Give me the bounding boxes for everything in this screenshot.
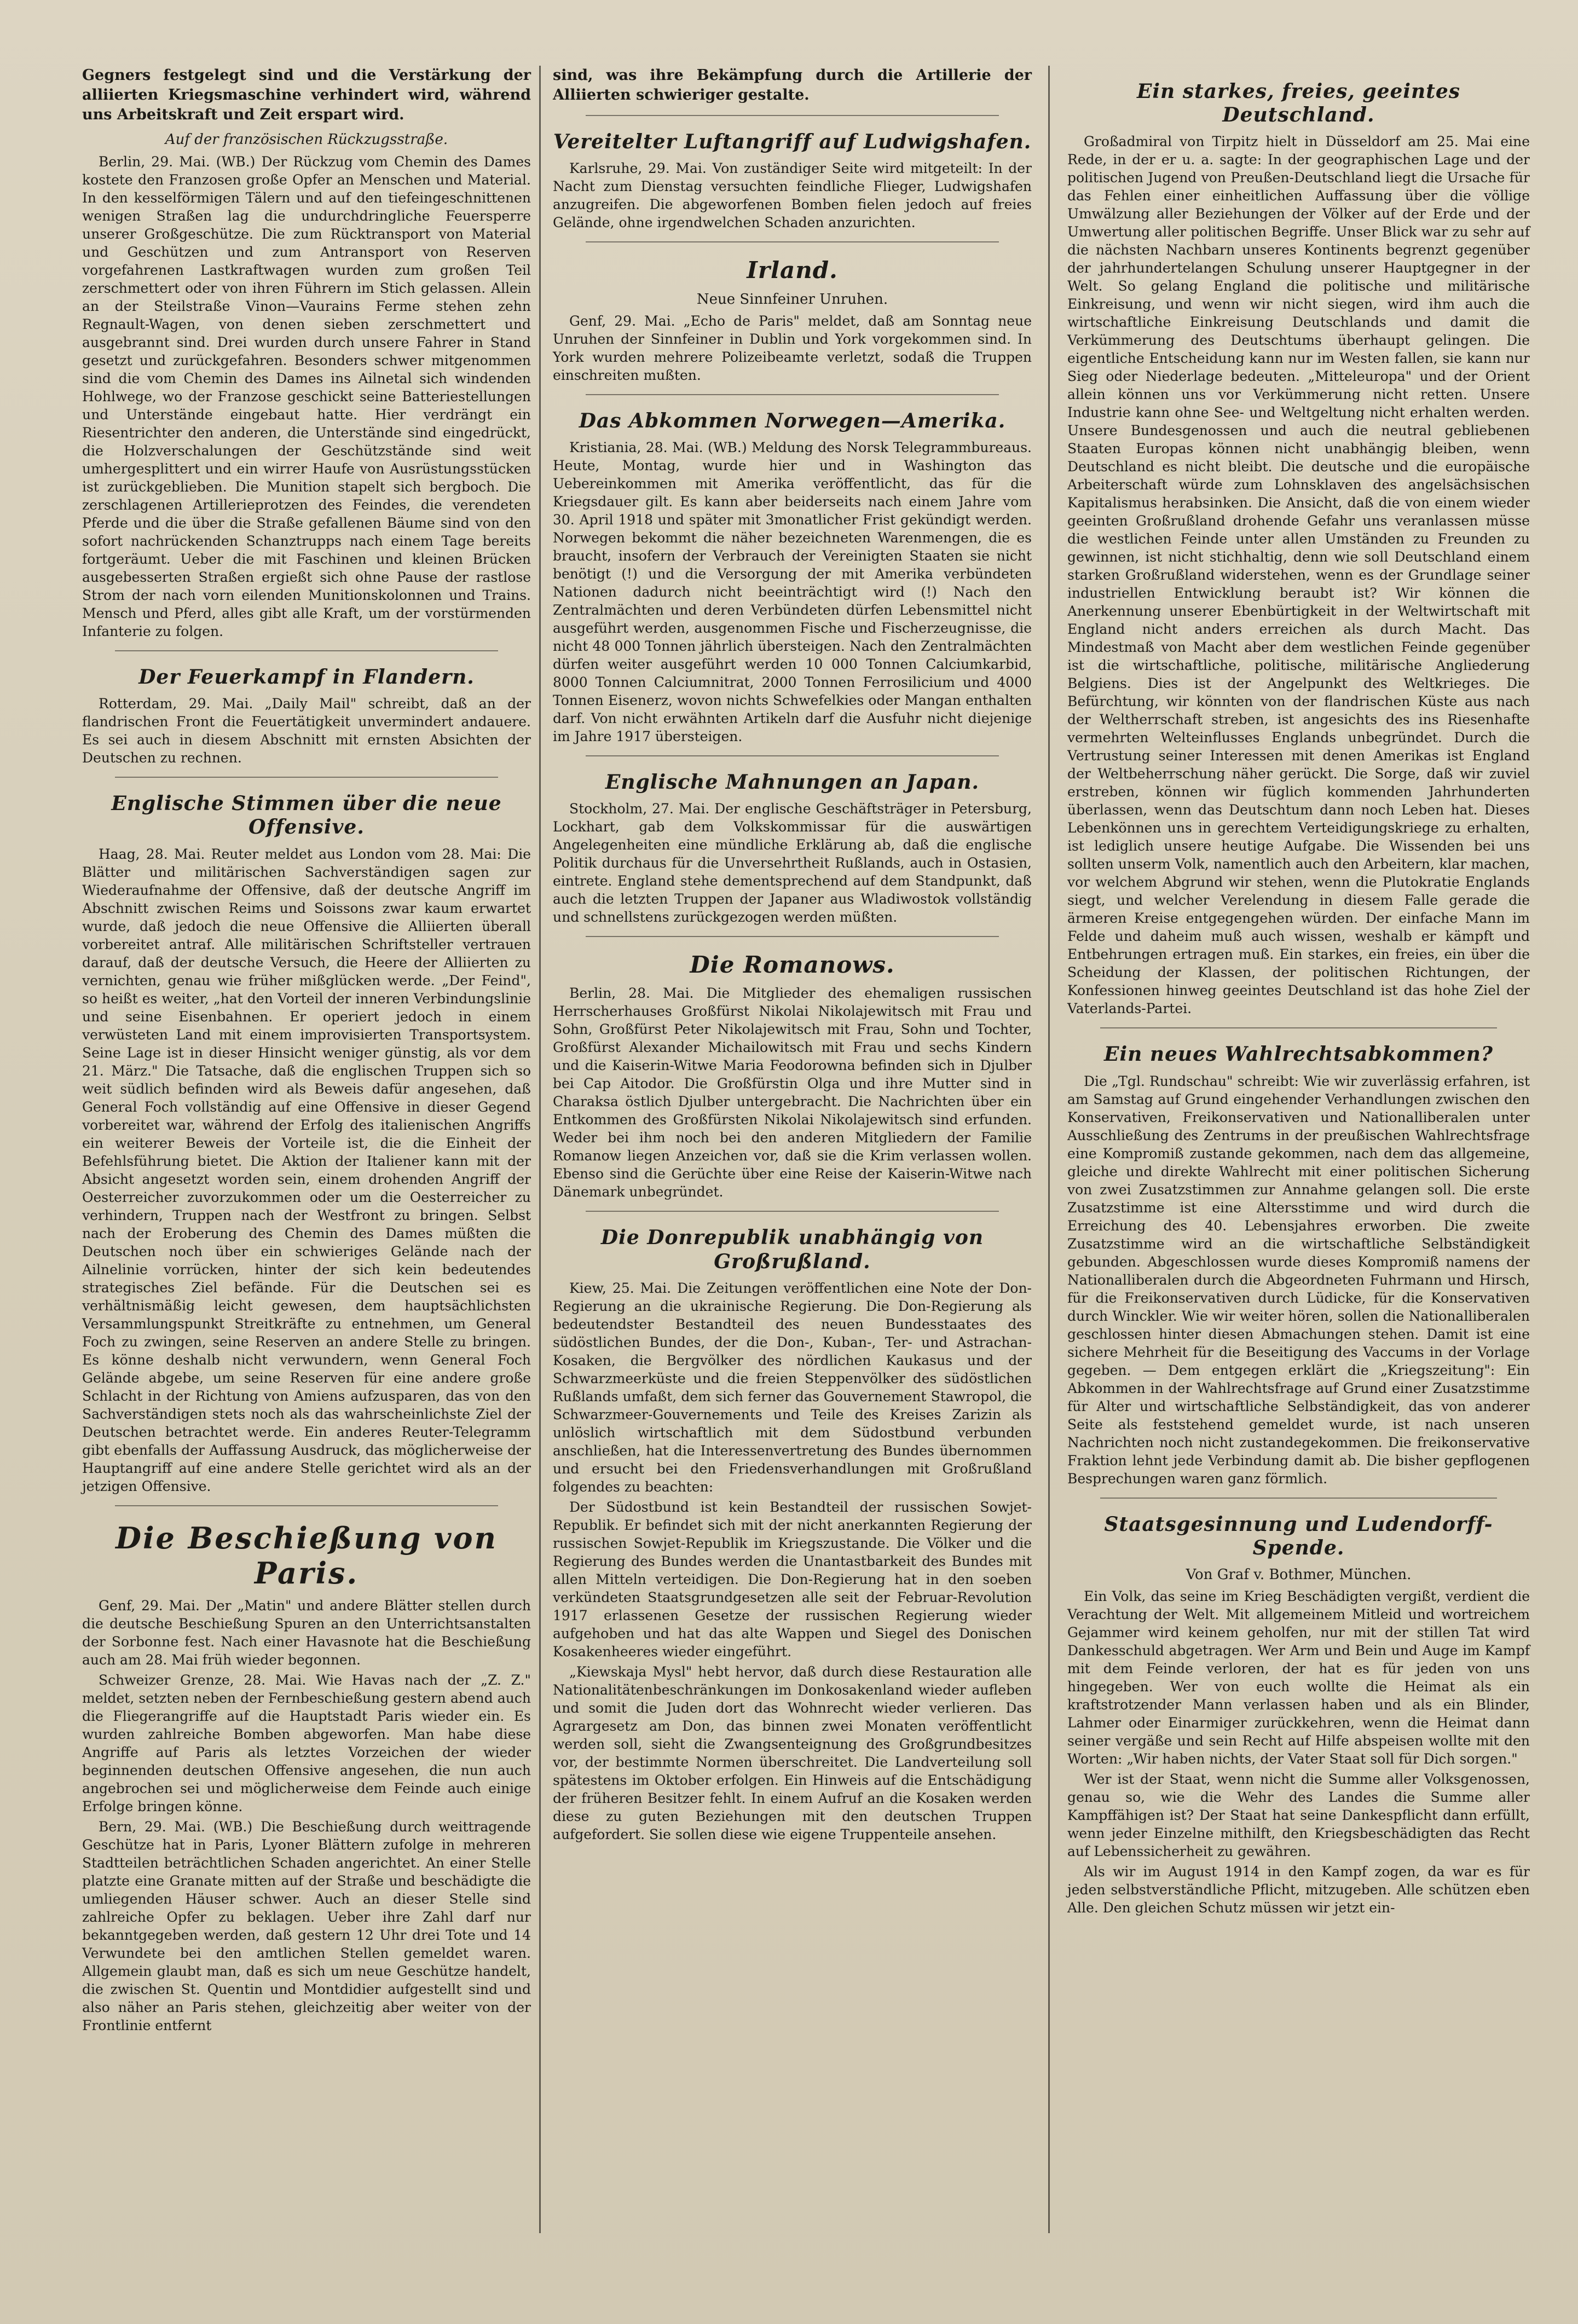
column-middle (553, 66, 1032, 1846)
divider (1100, 1498, 1497, 1499)
article-body: Berlin, 29. Mai. (WB.) Der Rückzug vom Chemin des Dames kostete den Franzosen große Opfer an Menschen und Material. In den kesselförmigen Tälern und auf den tiefeingeschnittenen wenigen Straßen lag die undurchdringliche Feuersperre unserer Großgeschütze. Die zum Rücktransport von Material und Geschützen und zum Antransport von Reserven vorgefahrenen Lastkraftwagen wurden zum großen Teil zerschmettert oder von ihren Führern im Stich gelassen. Allein an der Steilstraße Vinon—Vaurains Ferme stehen zehn Regnault-Wagen, von denen sieben zerschmettert und ausgebrannt sind. Drei wurden durch unsere Fahrer in Stand gesetzt und zurückgefahren. Besonders schwer mitgenommen sind die vom Chemin des Dames ins Ailnetal sich windenden Hohlwege, wo der Franzose geschickt seine Batteriestellungen und Unterstände eingebaut hatte. Hier verdrängt ein Riesentrichter den anderen, die Unterstände sind eingedrückt, die Holzverschalungen der Geschützstände sind weit umhergesplittert und ein wirrer Haufe von Ausrüstungsstücken ist zurückgeblieben. Die Munition stapelt sich bergboch. Die zerschlagenen Artillerieprotzen des Feindes, die verendeten Pferde und die über die Straße gefallenen Bäume sind von den sofort nachrückenden Schanztrupps nach einem Tage bereits fortgeräumt. Ueber die mit Faschinen und kleinen Brücken ausgebesserten Straßen ergießt sich ohne Pause der rastlose Strom der nach vorn eilenden Munitionskolonnen und Trains. Mensch und Pferd, alles gibt alle Kraft, um der vorstürmenden Infanterie zu folgen. (82, 154, 531, 639)
article-body: Die „Tgl. Rundschau" schreibt: Wie wir zuverlässig erfahren, ist am Samstag auf Grund eingehender Verhandlungen zwischen den Konservativen, Freikonservativen und Nationalliberalen unter Ausschließung des Zentrums in der preußischen Wahlrechtsfrage eine Kompromiß zustande gekommen, nach dem das allgemeine, gleiche und direkte Wahlrecht mit einer politischen Sicherung von zwei Zusatzstimmen zur Annahme gelangen soll. Die erste Zusatzstimme ist eine Altersstimme und wird durch die Erreichung des 40. Lebensjahres erworben. Die zweite Zusatzstimme wird an die wirtschaftliche Selbständigkeit gebunden. Abgeschlossen wurde dieses Kompromiß namens der Nationalliberalen durch die Abgeordneten Fuhrmann und Hirsch, für die Freikonservativen durch Lüdicke, für die Konservativen durch Winckler. Wie wir weiter hören, sollen die Nationalliberalen geschlossen hinter diesen Abmachungen stehen. Damit ist eine sichere Mehrheit für die Beseitigung des Vaccums in der Vorlage gegeben. — Dem entgegen erklärt die „Kriegszeitung": Ein Abkommen in der Wahlrechtsfrage auf Grund einer Zusatzstimme für Alter und wirtschaftliche Selbständigkeit, das von anderer Seite als feststehend gemeldet wurde, ist nach unseren Nachrichten noch nicht zustandegekommen. Die freikonservative Fraktion lehnt jede Verbindung damit ab. Die bisher gepflogenen Besprechungen waren ganz förmlich. (1067, 1073, 1530, 1487)
column-right (1067, 66, 1530, 1919)
article-body: Bern, 29. Mai. (WB.) Die Beschießung durch weittragende Geschütze hat in Paris, Lyoner Blättern zufolge in mehreren Stadtteilen beträchtlichen Schaden angerichtet. An einer Stelle platzte eine Granate mitten auf der Straße und beschädigte die umliegenden Häuser schwer. Auch an dieser Stelle sind zahlreiche Opfer zu beklagen. Ueber ihre Zahl darf nur bekanntgegeben werden, daß gestern 12 Uhr drei Tote und 14 Verwundete bei den amtlichen Stellen gemeldet waren. Allgemein glaubt man, daß es sich um neue Geschütze handelt, die zwischen St. Quentin und Montdidier aufgestellt sind und also näher an Paris stehen, gleichzeitig aber weiter von der Frontlinie entfernt (82, 1819, 531, 2034)
article-heading: Englische Mahnungen an Japan. (605, 770, 980, 794)
article-body: Haag, 28. Mai. Reuter meldet aus London vom 28. Mai: Die Blätter und militärischen Sachverständigen sagen zur Wiederaufnahme der Offensive, daß der deutsche Angriff im Abschnitt zwischen Reims und Soissons zwar kaum erwartet wurde, daß jedoch die neue Offensive die Alliierten überall vorbereitet antraf. Alle militärischen Schriftsteller vertrauen darauf, daß der deutsche Versuch, die Heere der Alliierten zu vernichten, genau wie früher mißglücken werde. „Der Feind", so heißt es weiter, „hat den Vorteil der inneren Verbindungslinie und seine Eisenbahnen. Er operiert jedoch in einem verwüsteten Land mit einem improvisierten Transportsystem. Seine Lage ist in dieser Hinsicht weniger günstig, als vor dem 21. März." Die Tatsache, daß die englischen Truppen sich so weit südlich befinden wird als Beweis dafür angesehen, daß General Foch vollständig auf eine Offensive in dieser Gegend vorbereitet war, während der Erfolg des italienischen Angriffs ein weiterer Beweis der Vorteile ist, die die Einheit der Befehlsführung bietet. Die Aktion der Italiener kann mit der Absicht angesetzt worden sein, einem drohenden Angriff der Oesterreicher zuvorzukommen oder um die Oesterreicher zu verhindern, Truppen nach der Westfront zu bringen. Selbst nach der Eroberung des Chemin des Dames müßten die Deutschen noch über ein schwieriges Gelände nach der Ailnelinie vorrücken, hinter der sich kein bedeutendes strategisches Ziel befände. Für die Deutschen sei es verhältnismäßig leicht gewesen, dem hauptsächlichsten Versammlungspunkt Streitkräfte zu entnehmen, um General Foch zu zwingen, seine Reserven an andere Stelle zu bringen. Es könne deshalb nicht verwundern, wenn General Foch Gelände abgebe, um seine Reserven für eine andere große Schlacht in der Richtung von Amiens aufzusparen, das von den Sachverständigen stets noch als das wahrscheinlichste Ziel der Deutschen betrachtet werde. Ein anderes Reuter-Telegramm gibt ebenfalls der Auffassung Ausdruck, das möglicherweise der Hauptangriff auf eine andere Stelle gerichtet wird als an der jetzigen Offensive. (82, 846, 531, 1494)
article-heading: Ein neues Wahlrechtsabkommen? (1104, 1043, 1493, 1066)
article-heading: Ein starkes, freies, geeintes Deutschland. (1136, 80, 1461, 127)
article-heading: Staatsgesinnung und Ludendorff-Spende. (1104, 1512, 1493, 1559)
divider (115, 650, 498, 651)
column-divider (1048, 66, 1050, 2233)
divider (586, 1211, 999, 1212)
article-body: Karlsruhe, 29. Mai. Von zuständiger Seite wird mitgeteilt: In der Nacht zum Dienstag versuchten feindliche Flieger, Ludwigshafen anzugreifen. Die abgeworfenen Bomben fielen jedoch auf freies Gelände, ohne irgendwelchen Schaden anzurichten. (553, 160, 1032, 231)
divider (586, 755, 999, 756)
article-heading: Der Feuerkampf in Flandern. (138, 666, 475, 689)
article-body: Rotterdam, 29. Mai. „Daily Mail" schreibt, daß an der flandrischen Front die Feuertätigkeit unvermindert andauere. Es sei auch in diesem Abschnitt mit ernsten Absichten der Deutschen zu rechnen. (82, 696, 531, 766)
article-heading: Die Donrepublik unabhängig von Großrußland. (600, 1226, 984, 1273)
divider (586, 115, 999, 116)
divider (115, 777, 498, 778)
divider (1100, 1027, 1497, 1028)
article-body: Großadmiral von Tirpitz hielt in Düsseldorf am 25. Mai eine Rede, in der er u. a. sagte: In der geographischen Lage und der politischen Jugend von Preußen-Deutschland liegt die Ursache für das Fehlen einer einheitlichen Auffassung über die völlige Umwälzung aller Beziehungen der Völker auf der Erde und der Umwertung aller politischen Begriffe. Unser Blick war zu sehr auf die nächsten Nachbarn unseres Kontinents begrenzt gegenüber der jahrhundertelangen Schulung unserer Hauptgegner in der Welt. So gelang England die politische und militärische Einkreisung, und wenn wir nicht siegen, wird ihm auch die wirtschaftliche Einkreisung Deutschlands und damit die Verkümmerung des Deutschtums überhaupt gelingen. Die eigentliche Entscheidung kann nur im Westen fallen, sie kann nur Sieg oder Niederlage bedeuten. „Mitteleuropa" und der Orient allein können uns vor Verkümmerung nicht retten. Unsere Industrie kann ohne See- und Weltgeltung nicht erhalten werden. Unsere Bundesgenossen und auch die neutral gebliebenen Staaten Europas können nicht unabhängig bleiben, wenn Deutschland es nicht bleibt. Die deutsche und die europäische Arbeiterschaft würde zum Lohnsklaven des angelsächsischen Kapitalismus herabsinken. Die Ansicht, daß die von einem wieder geeinten Großrußland drohende Gefahr uns veranlassen müsse die westlichen Feinde unter allen Umständen zu Freunden zu gewinnen, ist nicht stichhaltig, denn wie soll Deutschland einem starken Großrußland widerstehen, wenn es der Grundlage seiner industriellen Entwicklung beraubt ist? Wir können die Anerkennung unserer Ebenbürtigkeit in der Weltwirtschaft mit England nicht anders erreichen als durch Macht. Das Mindestmaß von Macht aber dem westlichen Feinde gegenüber ist die wirtschaftliche, politische, militärische Angliederung Belgiens. Dies ist der Angelpunkt des Weltkrieges. Die Befürchtung, wir könnten von der flandrischen Küste aus nach der Weltherrschaft streben, ist angesichts des ins Riesenhafte vermehrten Welteinflusses Englands unbegründet. Durch die Vertrustung seiner Interessen mit denen Amerikas ist England der Weltbeherrschung näher gerückt. Die Sorge, daß wir zuviel erstreben, können wir füglich kommenden Jahrhunderten überlassen, wenn das Deutschtum dann noch Leben hat. Dieses Lebenkönnen uns in gerechtem Verteidigungskriege zu erhalten, ist lediglich unsere heutige Aufgabe. Die Wissenden bei uns sollten unserm Volk, namentlich auch den Arbeitern, klar machen, vor welchem Abgrund wir stehen, wenn die Plutokratie Englands siegt, und welcher Verelendung in diesem Falle gerade die ärmeren Kreise entgegengehen würden. Der einfache Mann im Felde und daheim muß auch wissen, weshalb er kämpft und Entbehrungen ertragen muß. Ein starkes, ein freies, ein über die Scheidung der Klassen, der politischen Richtungen, der Konfessionen hinweg geeintes Deutschland ist das hohe Ziel der Vaterlands-Partei. (1067, 134, 1530, 1017)
article-body: Kristiania, 28. Mai. (WB.) Meldung des Norsk Telegrammbureaus. Heute, Montag, wurde hier und in Washington das Uebereinkommen mit Amerika veröffentlicht, das für die Kriegsdauer gilt. Es kann aber beiderseits nach einem Jahre vom 30. April 1918 und später mit 3monatlicher Frist gekündigt werden. Norwegen bekommt die näher bezeichneten Warenmengen, die es braucht, insofern der Verbrauch der Vereinigten Staaten sie nicht benötigt (!) und die Versorgung der mit Amerika verbündeten Nationen dadurch nicht beeinträchtigt wird (!) Nach den Zentralmächten und deren Verbündeten dürfen Lebensmittel nicht ausgeführt werden, ausgenommen Fische und Fischerzeugnisse, die nicht 48 000 Tonnen jährlich übersteigen. Nach den Zentralmächten dürfen weiter ausgeführt werden 10 000 Tonnen Calciumkarbid, 8000 Tonnen Calciumnitrat, 2000 Tonnen Ferrosilicium und 4000 Tonnen Eisenerz, wovon nichts Schwefelkies oder Mangan enthalten darf. Von nicht erwähnten Artikeln darf die Ausfuhr nicht diejenige im Jahre 1917 übersteigen. (553, 439, 1032, 744)
article-body: Genf, 29. Mai. Der „Matin" und andere Blätter stellen durch die deutsche Beschießung Spuren an den Unterrichtsanstalten der Sorbonne fest. Nach einer Havasnote hat die Beschießung auch am 28. Mai früh wieder begonnen. (82, 1598, 531, 1668)
article-body: Berlin, 28. Mai. Die Mitglieder des ehemaligen russischen Herrscherhauses Großfürst Nikolai Nikolajewitsch mit Frau und Sohn, Großfürst Peter Nikolajewitsch mit Frau, Sohn und Tochter, Großfürst Alexander Michailowitsch mit Frau und sechs Kindern und die Kaiserin-Witwe Maria Feodorowna befinden sich in Djulber bei Cap Aitodor. Die Großfürstin Olga und ihre Mutter sind in Charaksa östlich Djulber untergebracht. Die Nachrichten über ein Entkommen des Großfürsten Nikolai Nikolajewitsch sind erfunden. Weder bei ihm noch bei den anderen Mitgliedern der Familie Romanow liegen Anzeichen vor, daß sie die Krim verlassen wollen. Ebenso sind die Gerüchte über eine Reise der Kaiserin-Witwe nach Dänemark unbegründet. (553, 985, 1032, 1200)
article-heading: Die Beschießung von Paris. (115, 1520, 498, 1591)
article-subheading: Auf der französischen Rückzugsstraße. (165, 131, 448, 148)
article-body: Schweizer Grenze, 28. Mai. Wie Havas nach der „Z. Z." meldet, setzten neben der Fernbeschießung gestern abend auch die Fliegerangriffe auf die Hauptstadt Paris wieder ein. Es wurden zahlreiche Bomben abgeworfen. Man habe diese Angriffe auf Paris als letztes Vorzeichen der wieder beginnenden deutschen Offensive angesehen, die nun auch angebrochen sei und möglicherweise dem Feinde auch einige Erfolge bringen könne. (82, 1672, 531, 1815)
article-body: Kiew, 25. Mai. Die Zeitungen veröffentlichen eine Note der Don-Regierung an die ukrainische Regierung. Die Don-Regierung als bedeutendster Bestandteil des neuen Bundesstaates des südöstlichen Bundes, der die Don-, Kuban-, Ter- und Astrachan-Kosaken, die Bergvölker des nördlichen Kaukasus und der Schwarzmeerküste und die freien Steppenvölker des südöstlichen Rußlands umfaßt, dem sich ferner das Gouvernement Stawropol, die Schwarzmeer-Gouvernements und Teile des Kreises Zarizin als unlöslich wirtschaftlich mit dem Südostbund verbunden anschließen, hat die Interessenvertretung des Bundes übernommen und ersucht bei den Friedensverhandlungen mit Großrußland folgendes zu beachten: (553, 1280, 1032, 1495)
article-body: Wer ist der Staat, wenn nicht die Summe aller Volksgenossen, genau so, wie die Wehr des Landes die Summe aller Kampffähigen ist? Der Staat hat seine Dankespflicht dann erfüllt, wenn jeder Einzelne mithilft, den Kriegsbeschädigten das Recht auf Lebenssicherheit zu gewähren. (1067, 1771, 1530, 1859)
divider (586, 241, 999, 242)
article-byline: Von Graf v. Bothmer, München. (1186, 1566, 1412, 1583)
continued-text: sind, was ihre Bekämpfung durch die Artillerie der Alliierten schwieriger gestalte. (553, 67, 1032, 103)
article-body: Ein Volk, das seine im Krieg Beschädigten vergißt, verdient die Verachtung der Welt. Mit allgemeinem Mitleid und wortreichem Gejammer wird keinem geholfen, nur mit der stillen Tat wird Dankesschuld abgetragen. Wer Arm und Bein und Auge im Kampf mit dem Feinde verloren, der hat es für jeden von uns hingegeben. Wer von euch wollte die Heimat als ein kraftstrotzender Mann verlassen haben und als ein Blinder, Lahmer oder Einarmiger zurückkehren, wenn die Heimat dann seiner vergäße und sein Recht auf Hilfe abspeisen wollte mit den Worten: „Wir haben nichts, der Vater Staat soll für Dich sorgen." (1067, 1588, 1530, 1767)
article-subheading: Neue Sinnfeiner Unruhen. (696, 291, 888, 308)
article-heading: Vereitelter Luftangriff auf Ludwigshafen. (553, 130, 1032, 153)
column-left (82, 66, 531, 2037)
divider (115, 1505, 498, 1506)
article-body: Genf, 29. Mai. „Echo de Paris" meldet, daß am Sonntag neue Unruhen der Sinnfeiner in Dublin und York vorgekommen sind. In York wurden mehrere Polizeibeamte verletzt, sodaß die Truppen einschreiten mußten. (553, 313, 1032, 383)
divider (586, 394, 999, 395)
article-heading: Englische Stimmen über die neue Offensive. (111, 792, 502, 839)
article-body: Der Südostbund ist kein Bestandteil der russischen Sowjet-Republik. Er befindet sich mit der nicht anerkannten Regierung der russischen Sowjet-Republik im Kriegszustande. Die Völker und die Regierung des Bundes werden die Unantastbarkeit des Bundes mit allen Mitteln verteidigen. Die Don-Regierung hat in den soeben verkündeten Staatsgrundgesetzen alle seit der Februar-Revolution 1917 erlassenen Gesetze der russischen Regierung wieder aufgehoben und hat das alte Wappen und Siegel des Donischen Kosakenheeres wieder eingeführt. (553, 1499, 1032, 1660)
article-heading: Die Romanows. (690, 951, 895, 978)
article-body: „Kiewskaja Mysl" hebt hervor, daß durch diese Restauration alle Nationalitätenbeschränkungen im Donkosakenland wieder aufleben und somit die Juden dort das Wohnrecht wieder verlieren. Das Agrargesetz am Don, das binnen zwei Monaten veröffentlicht werden soll, sieht die Zwangsenteignung des Großgrundbesitzes vor, der bestimmte Normen überschreitet. Die Landverteilung soll spätestens im Oktober erfolgen. Ein Hinweis auf die Entschädigung der früheren Besitzer fehlt. In einem Aufruf an die Kosaken werden diese zu guten Beziehungen mit den deutschen Truppen aufgefordert. Sie sollen diese wie eigene Truppenteile ansehen. (553, 1663, 1032, 1842)
divider (586, 936, 999, 937)
article-heading: Das Abkommen Norwegen—Amerika. (579, 409, 1006, 432)
article-body: Als wir im August 1914 in den Kampf zogen, da war es für jeden selbstverständliche Pflicht, mitzugeben. Alle schützen eben Alle. Den gleichen Schutz müssen wir jetzt ein- (1067, 1863, 1530, 1916)
article-body: Stockholm, 27. Mai. Der englische Geschäftsträger in Petersburg, Lockhart, gab dem Volkskommissar für die auswärtigen Angelegenheiten eine mündliche Erklärung ab, daß die englische Politik durchaus für die Unversehrtheit Rußlands, auch in Ostasien, eintrete. England stehe dementsprechend auf dem Standpunkt, daß auch die letzten Truppen der Japaner aus Wladiwostok vollständig und schnellstens zurückgezogen werden müßten. (553, 800, 1032, 925)
column-divider (539, 66, 541, 2233)
article-heading: Irland. (747, 257, 838, 284)
continued-text: Gegners festgelegt sind und die Verstärkung der alliierten Kriegsmaschine verhindert wird, während uns Arbeitskraft und Zeit erspart wird. (82, 67, 531, 123)
